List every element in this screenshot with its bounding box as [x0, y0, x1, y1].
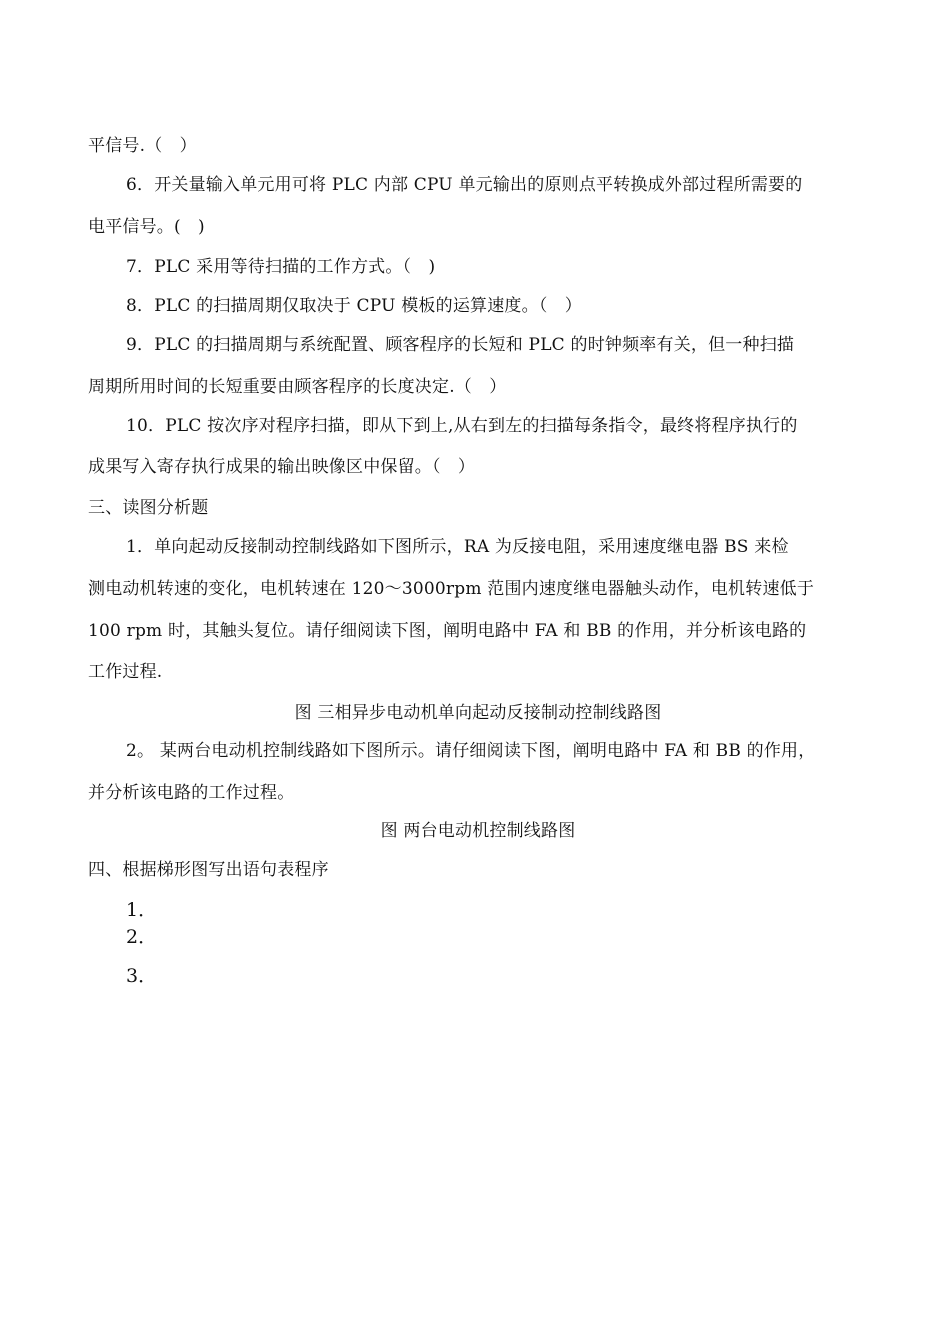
s4-item-3: 3． [126, 965, 158, 987]
q10-line2: 成果写入寄存执行成果的输出映像区中保留。（ ） [88, 457, 476, 477]
s4-item-1: 1． [126, 899, 158, 921]
s3-q2-line1: 2。 某两台电动机控制线路如下图所示。请仔细阅读下图，阐明电路中 FA 和 BB 的作用， [126, 741, 816, 761]
s3-q2-line2: 并分析该电路的工作过程。 [88, 783, 295, 803]
s3-q1-line3: 100 rpm 时，其触头复位。请仔细阅读下图，阐明电路中 FA 和 BB 的作用，并分析该电路的 [88, 621, 807, 641]
figure1-caption: 图 三相异步电动机单向起动反接制动控制线路图 [294, 703, 662, 723]
q10-line1: 10．PLC 按次序对程序扫描，即从下到上,从右到左的扫描每条指令，最终将程序执行的 [126, 416, 798, 436]
s3-q1-line4: 工作过程. [88, 662, 163, 682]
q9-line1: 9．PLC 的扫描周期与系统配置、顾客程序的长短和 PLC 的时钟频率有关，但一种扫描 [126, 335, 795, 355]
q7-text: 7．PLC 采用等待扫描的工作方式。（ ) [126, 257, 436, 277]
q9-line2: 周期所用时间的长短重要由顾客程序的长度决定.（ ） [88, 377, 507, 397]
q6-line1: 6．开关量输入单元用可将 PLC 内部 CPU 单元输出的原则点平转换成外部过程所需要的 [126, 175, 803, 195]
s4-item-2: 2． [126, 926, 158, 948]
q6-line2: 电平信号。( ) [88, 217, 205, 237]
q8-text: 8．PLC 的扫描周期仅取决于 CPU 模板的运算速度。（ ） [126, 296, 582, 316]
q5-tail-text: 平信号.（ ） [88, 136, 197, 156]
figure2-caption: 图 两台电动机控制线路图 [380, 821, 576, 841]
s3-q1-line1: 1．单向起动反接制动控制线路如下图所示，RA 为反接电阻，采用速度继电器 BS 来检 [126, 537, 789, 557]
s3-q1-line2: 测电动机转速的变化，电机转速在 120～3000rpm 范围内速度继电器触头动作，电机转速低于 [88, 579, 815, 599]
section3-heading: 三、读图分析题 [88, 498, 209, 518]
section4-heading: 四、根据梯形图写出语句表程序 [88, 860, 329, 880]
